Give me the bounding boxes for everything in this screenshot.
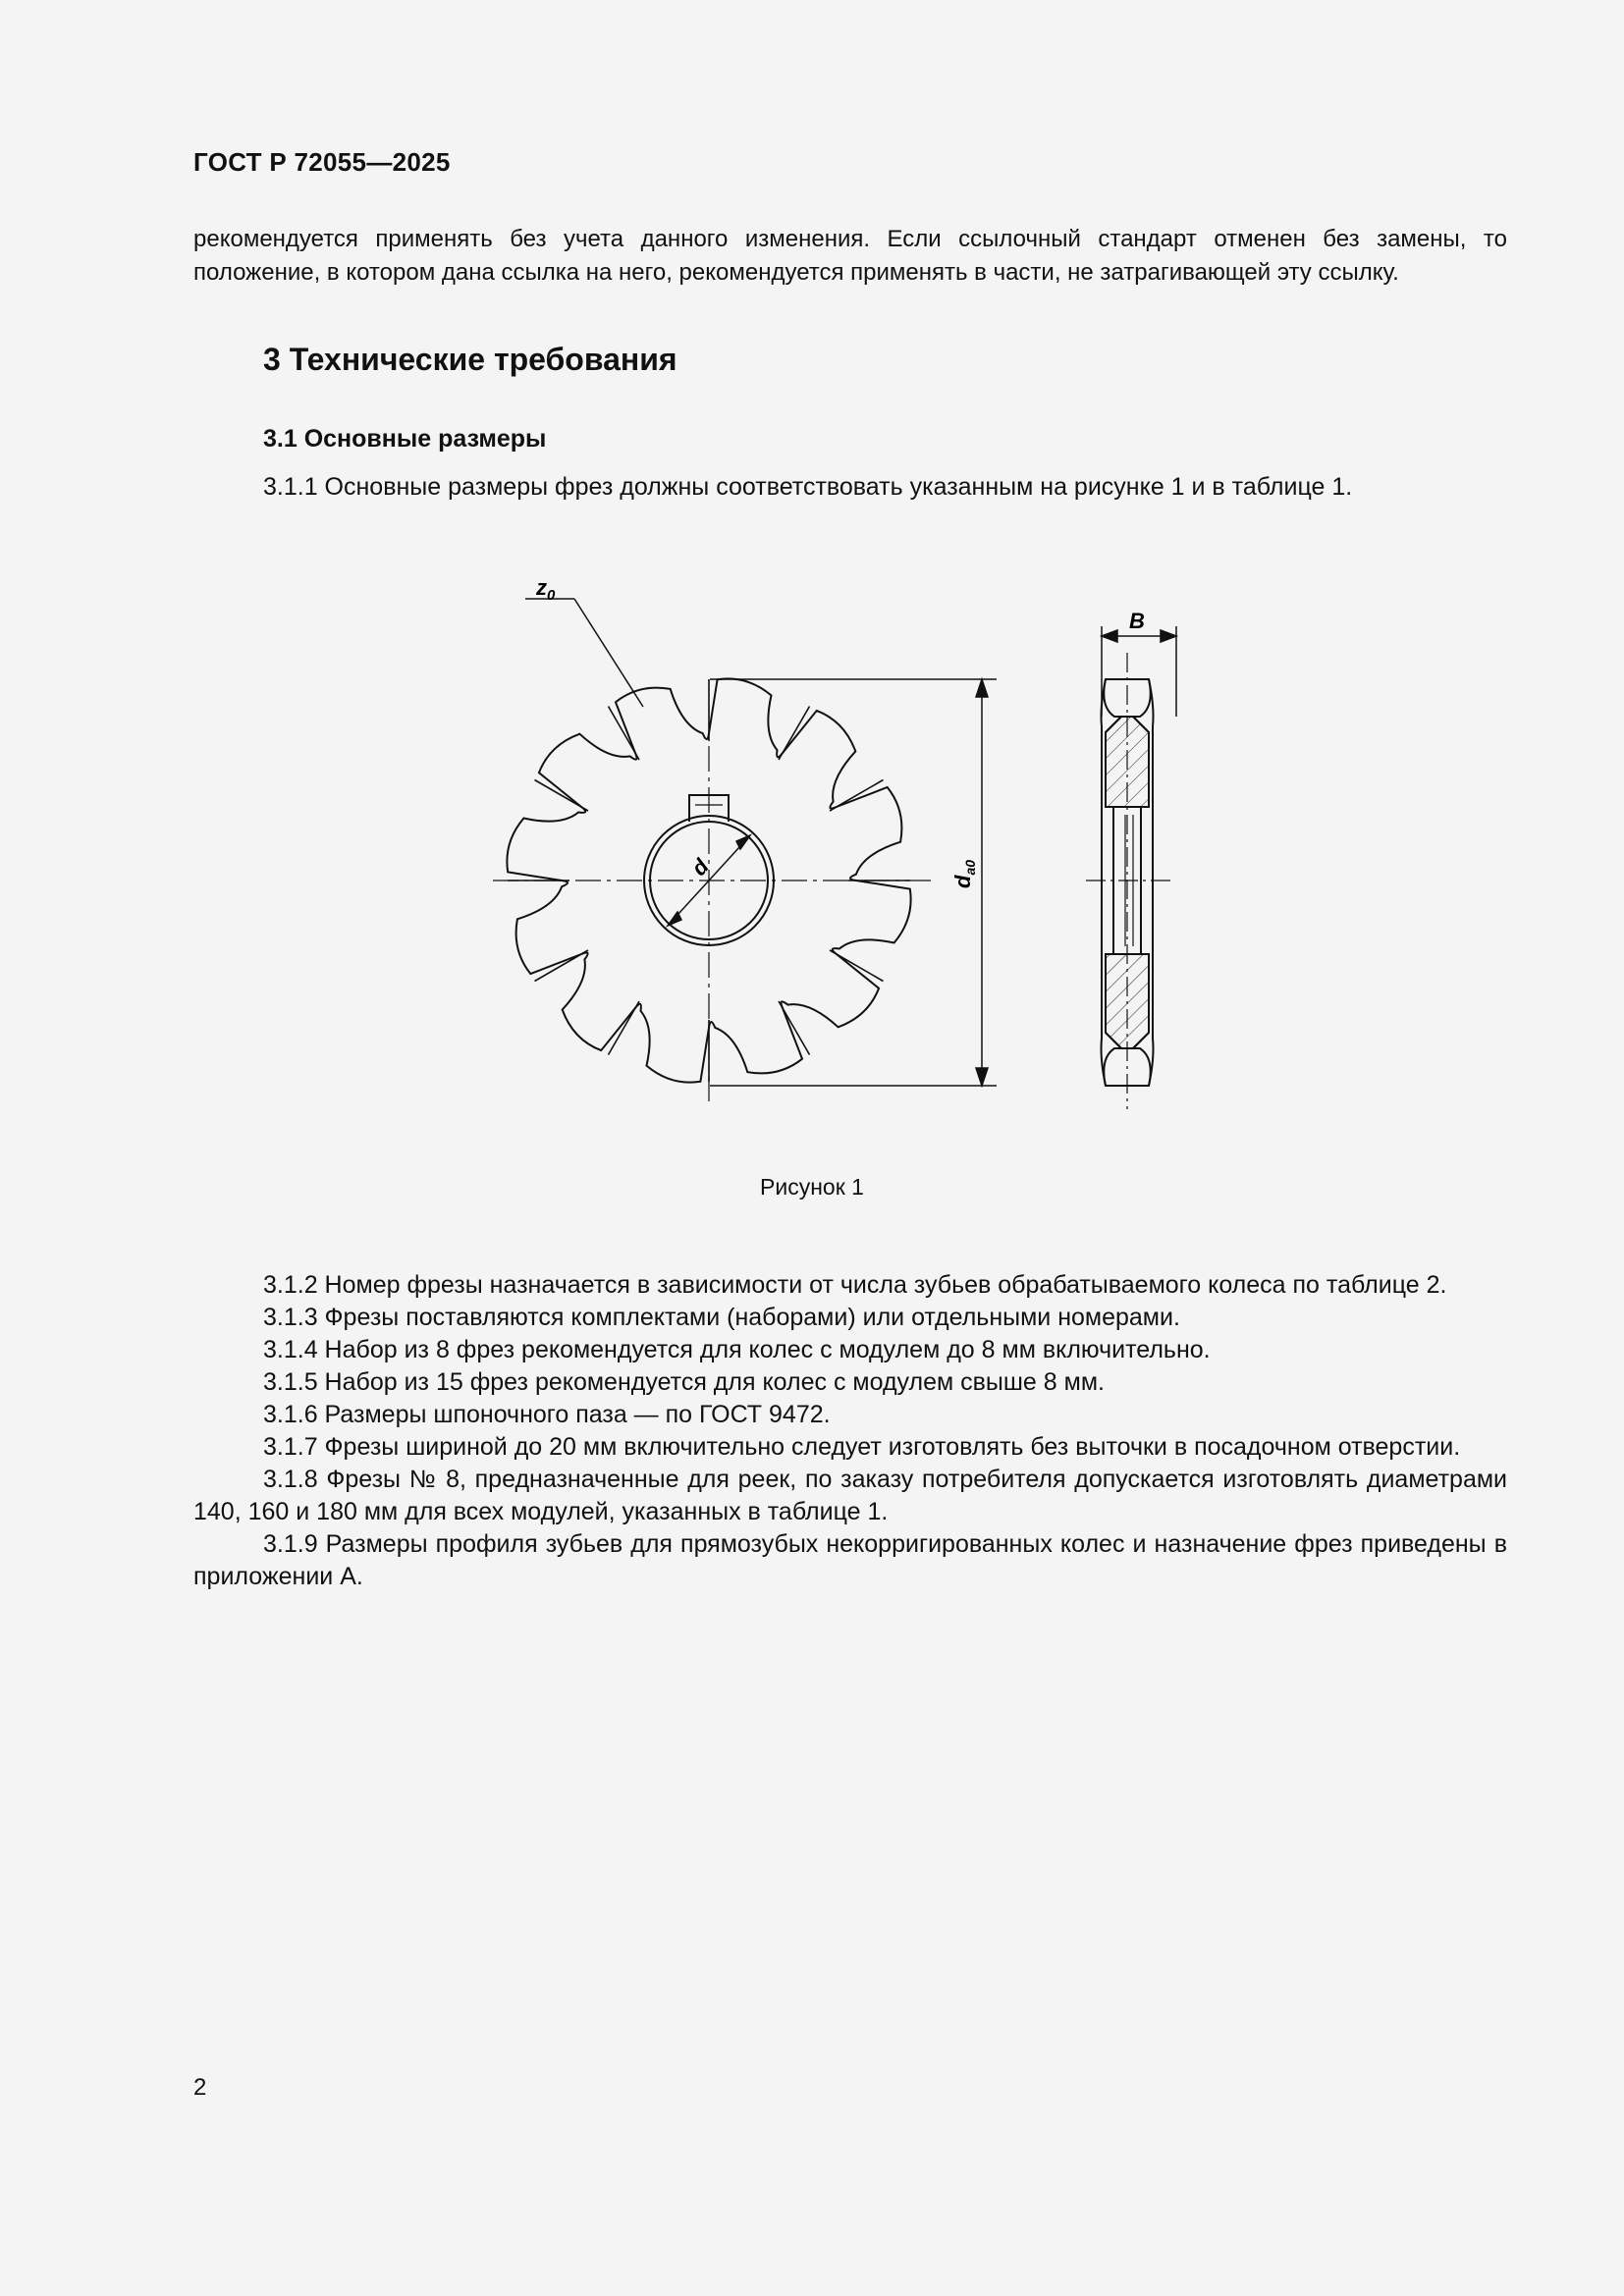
figure-caption: Рисунок 1 (760, 1174, 864, 1200)
list-item: 3.1.8 Фрезы № 8, предназначенные для реек, по заказу потребителя допускается изготовлять диаметрами 140, 160 и 180 мм для всех модулей, указанных в таблице 1. (193, 1466, 1507, 1525)
tooth-face-line (779, 1001, 810, 1055)
tooth-face-line (535, 780, 589, 812)
label-z0: $z_0$ (536, 575, 556, 604)
label-da0: $d_{a0}$ (950, 859, 978, 888)
figure-1 (471, 560, 1218, 1109)
intro-paragraph: рекомендуется применять без учета данного изменения. Если ссылочный стандарт отменен без замены, то положение, в котором дана ссылка на него, рекомендуется применять в части, не затрагивающей эту ссылку. (193, 226, 1507, 286)
width-dimension (1102, 626, 1176, 717)
list-item: 3.1.4 Набор из 8 фрез рекомендуется для колес с модулем до 8 мм включительно. (263, 1336, 1211, 1363)
page-number: 2 (193, 2074, 207, 2101)
document-header: ГОСТ Р 72055—2025 (193, 147, 451, 177)
label-B: B (1129, 609, 1145, 633)
list-item: 3.1.3 Фрезы поставляются комплектами (наборами) или отдельными номерами. (263, 1304, 1180, 1331)
tooth-face-line (609, 1001, 640, 1055)
center-lines (493, 746, 933, 1104)
requirements-list (193, 1269, 1507, 1593)
tooth-face-line (830, 950, 884, 982)
cutter-drawing (471, 560, 1218, 1109)
tooth-face-line (779, 707, 810, 761)
list-item: 3.1.9 Размеры профиля зубьев для прямозубых некорригированных колес и назначение фрез приведены в приложении А. (193, 1530, 1507, 1590)
paragraph-3-1-1: 3.1.1 Основные размеры фрез должны соответствовать указанным на рисунке 1 и в таблице 1. (263, 473, 1353, 501)
z0-leader (525, 599, 643, 707)
list-item: 3.1.5 Набор из 15 фрез рекомендуется для колес с модулем свыше 8 мм. (263, 1368, 1105, 1396)
list-item: 3.1.2 Номер фрезы назначается в зависимости от числа зубьев обрабатываемого колеса по таблице 2. (263, 1271, 1447, 1299)
tooth-face-line (830, 780, 884, 812)
list-item: 3.1.7 Фрезы шириной до 20 мм включительно следует изготовлять без выточки в посадочном отверстии. (263, 1433, 1461, 1461)
subsection-title: 3.1 Основные размеры (263, 425, 547, 453)
tooth-face-line (609, 707, 640, 761)
label-d: d (686, 854, 714, 881)
section-title: 3 Технические требования (263, 342, 677, 377)
list-item: 3.1.6 Размеры шпоночного паза — по ГОСТ 9472. (263, 1401, 831, 1428)
tooth-face-line (535, 950, 589, 982)
